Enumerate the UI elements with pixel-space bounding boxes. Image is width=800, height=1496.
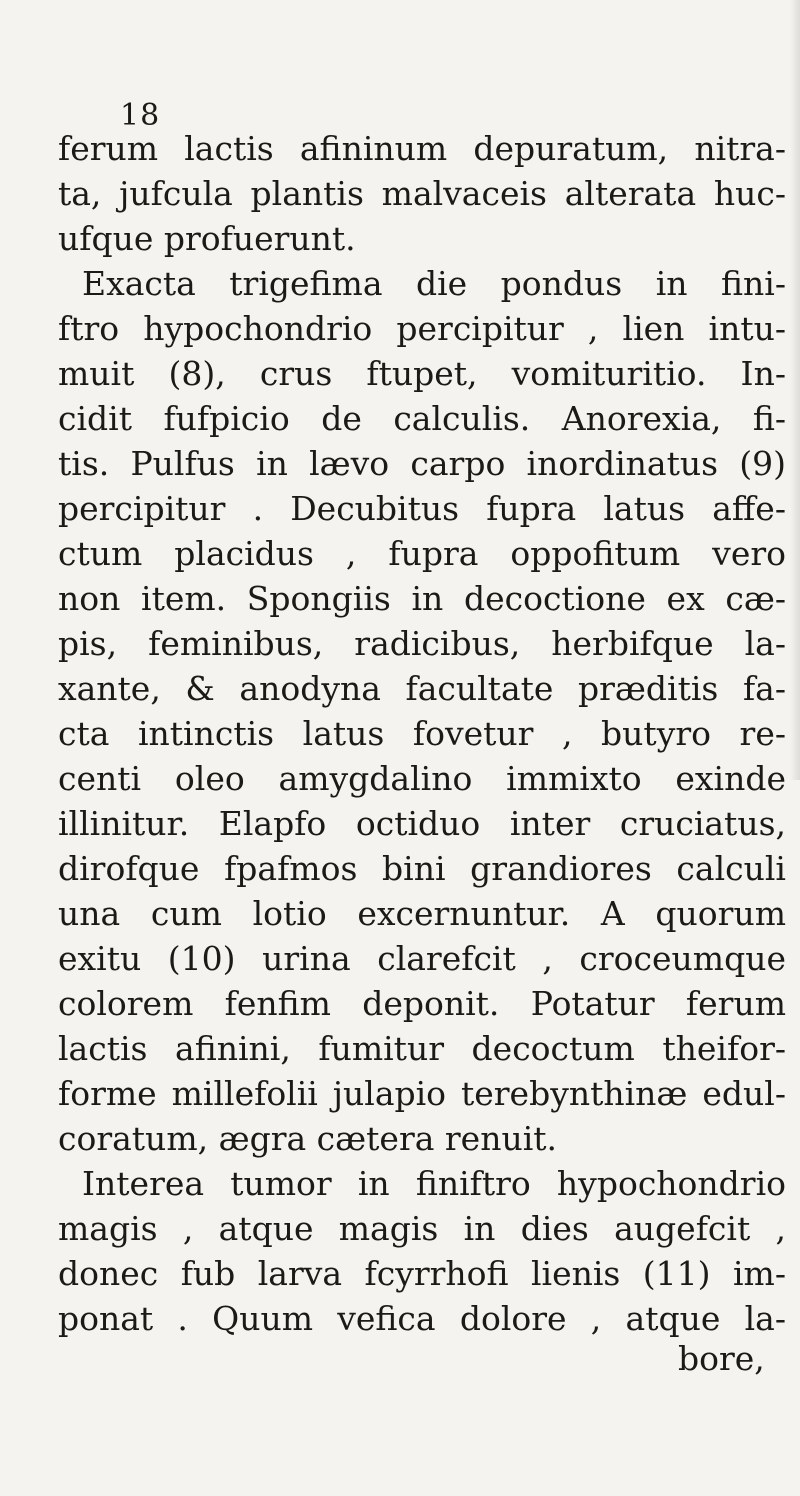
- text-line: donec fub larva fcyrrhofi lienis (11) im-: [58, 1255, 786, 1293]
- text-line: ftro hypochondrio percipitur , lien intu-: [58, 310, 786, 348]
- text-line: colorem fenfim deponit. Potatur ferum: [58, 985, 786, 1023]
- text-line: dirofque fpafmos bini grandiores calculi: [58, 850, 786, 888]
- text-line: ta, jufcula plantis malvaceis alterata huc-: [58, 175, 786, 213]
- text-line: ponat . Quum vefica dolore , atque la-: [58, 1300, 786, 1338]
- page-edge-shadow: [790, 0, 800, 780]
- text-line: coratum, ægra cætera renuit.: [58, 1120, 558, 1158]
- page-number: 18: [120, 98, 161, 133]
- text-line: ferum lactis afininum depuratum, nitra-: [58, 130, 786, 168]
- text-line: non item. Spongiis in decoctione ex cæ-: [58, 580, 786, 618]
- text-line: lactis afinini, fumitur decoctum theifor-: [58, 1030, 786, 1068]
- text-line: ctum placidus , fupra oppofitum vero: [58, 535, 786, 573]
- text-line: illinitur. Elapfo octiduo inter cruciatus,: [58, 805, 786, 843]
- text-line: pis, feminibus, radicibus, herbifque la-: [58, 625, 786, 663]
- text-line: forme millefolii julapio terebynthinæ edul-: [58, 1075, 786, 1113]
- text-line: Interea tumor in finiftro hypochondrio: [82, 1165, 786, 1203]
- text-line: cta intinctis latus fovetur , butyro re-: [58, 715, 786, 753]
- text-line: ufque profuerunt.: [58, 220, 356, 258]
- text-line: cidit fufpicio de calculis. Anorexia, fi-: [58, 400, 786, 438]
- text-line: xante, & anodyna facultate præditis fa-: [58, 670, 786, 708]
- text-line: exitu (10) urina clarefcit , croceumque: [58, 940, 786, 978]
- text-line: tis. Pulfus in lævo carpo inordinatus (9): [58, 445, 786, 483]
- text-line: Exacta trigefima die pondus in fini-: [82, 265, 786, 303]
- text-line: muit (8), crus ftupet, vomituritio. In-: [58, 355, 786, 393]
- text-line: percipitur . Decubitus fupra latus affe-: [58, 490, 786, 528]
- text-line: centi oleo amygdalino immixto exinde: [58, 760, 786, 798]
- text-line: magis , atque magis in dies augefcit ,: [58, 1210, 786, 1248]
- catchword: bore,: [678, 1340, 765, 1378]
- text-line: una cum lotio excernuntur. A quorum: [58, 895, 786, 933]
